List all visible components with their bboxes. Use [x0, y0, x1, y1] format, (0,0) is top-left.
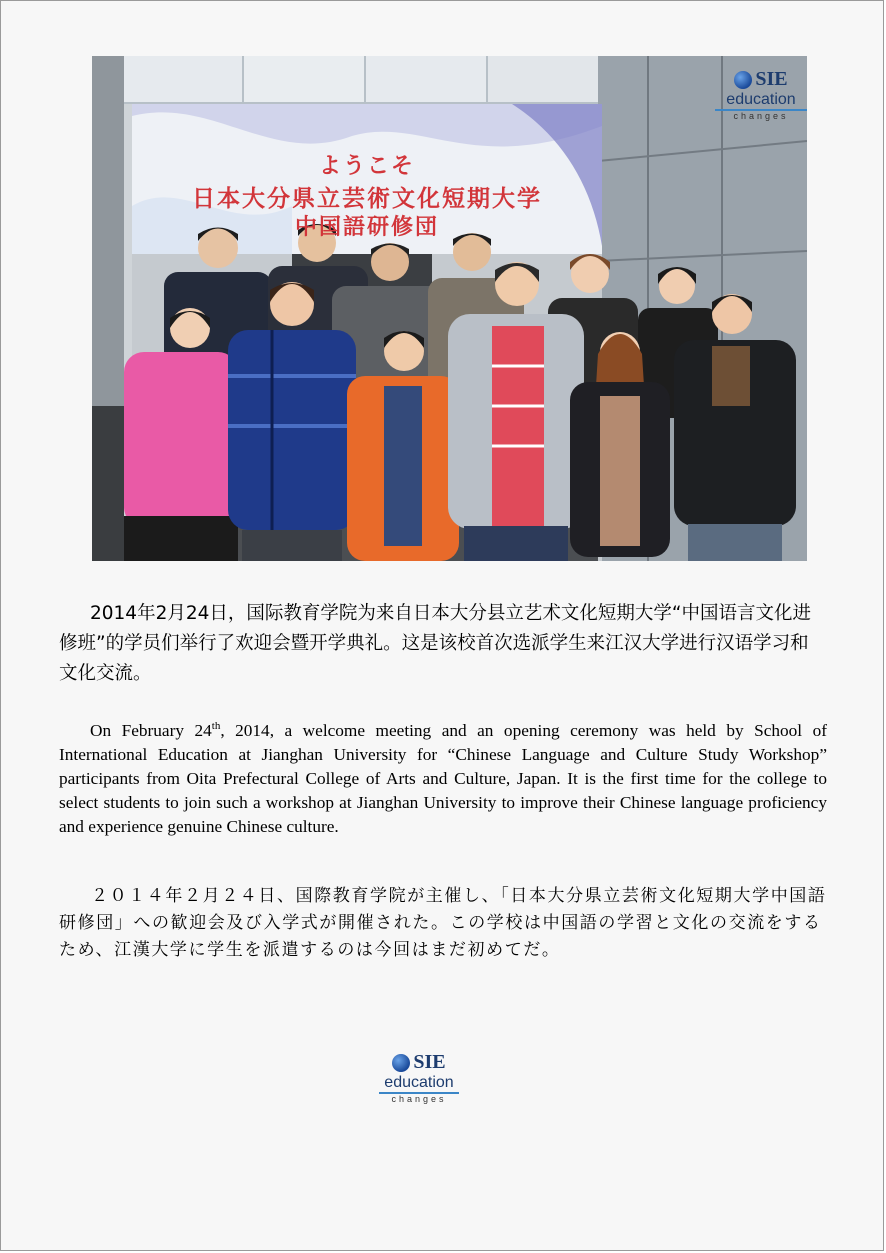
logo-sie-text: SIE — [755, 68, 788, 90]
logo-sie-text: SIE — [413, 1051, 446, 1073]
logo-changes-text: changes — [733, 111, 789, 121]
english-text-start: On February 24 — [90, 721, 212, 740]
logo-education-text: education — [379, 1074, 459, 1094]
banner-group-name: 中国語研修団 — [294, 215, 439, 240]
globe-icon — [392, 1054, 410, 1072]
chinese-paragraph: 2014年2月24日，国际教育学院为来自日本大分县立艺术文化短期大学“中国语言文化进修班”的学员们举行了欢迎会暨开学典礼。这是该校首次选派学生来江汉大学进行汉语学习和文化交流。 — [59, 603, 811, 684]
sie-logo-photo — [715, 68, 807, 121]
logo-education-text: education — [715, 91, 807, 111]
logo-changes-text: changes — [391, 1094, 447, 1104]
banner-welcome-text: ようこそ — [318, 154, 415, 179]
english-text-rest: , 2014, a welcome meeting and an opening ceremony was held by School of International Education at Jianghan University for “Chinese Language and Culture Study Workshop” participants from Oita Prefectural College of Arts and Culture, Japan. It is the first time for the college to select students to join such a workshop at Jianghan University to improve their Chinese language proficiency and experience genuine Chinese culture. — [59, 721, 827, 836]
banner-college-name: 日本大分県立芸術文化短期大学 — [192, 186, 542, 212]
sie-logo-footer — [379, 1051, 459, 1104]
group-photo-illustration — [92, 56, 807, 561]
japanese-paragraph: ２０１４年２月２４日、国際教育学院が主催し、「日本大分県立芸術文化短期大学中国語研修団」への歓迎会及び入学式が開催された。この学校は中国語の学習と文化の交流をするため、江漢大学に学生を派遣するのは今回はまだ初めてだ。 — [59, 886, 827, 960]
globe-icon — [734, 71, 752, 89]
english-paragraph — [59, 719, 827, 839]
group-photo — [92, 56, 807, 561]
english-superscript: th — [211, 720, 221, 733]
